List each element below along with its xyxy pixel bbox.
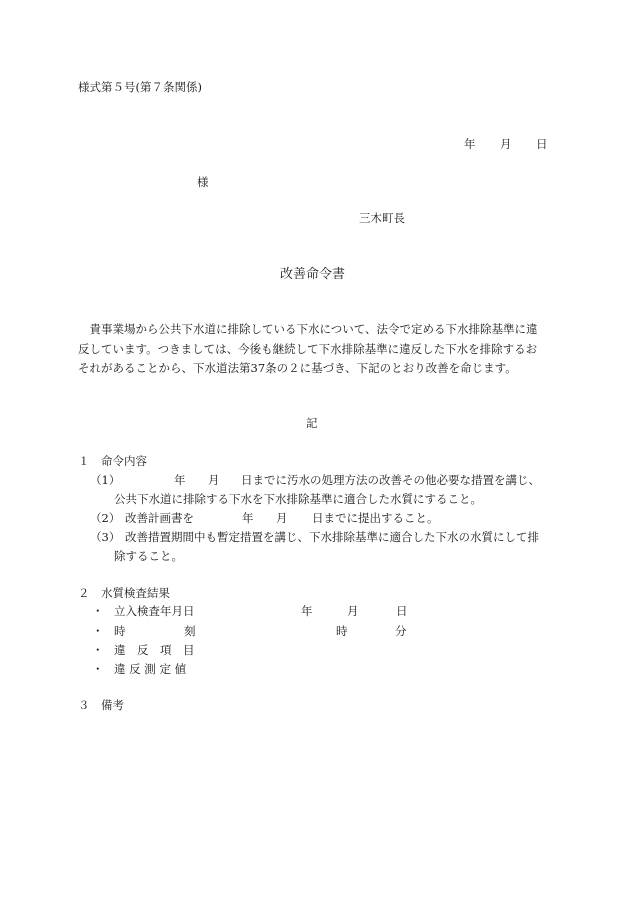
body-line-3: それがあることから、下水道法第37条の２に基づき、下記のとおり改善を命じます。 [78,361,517,375]
violation-value-label: 違 反 測 定 値 [114,662,187,676]
body-line-2: 反しています。つきましては、今後も継続して下水排除基準に違反した下水を排除するお [78,342,538,356]
item2-number: （2） [90,511,121,525]
ki-heading: 記 [306,416,318,430]
form-label: 様式第５号(第７条関係) [78,80,202,94]
item2-label: 改善計画書を [125,511,194,525]
item2-text: 日までに提出すること。 [312,511,439,525]
inspection-day: 日 [396,604,408,618]
item1-year: 年 [174,473,186,487]
time-label-b: 刻 [184,624,196,638]
date-year: 年 [464,137,476,151]
time-hour: 時 [336,624,348,638]
section1-heading: １ 命令内容 [78,454,147,468]
section3-heading: ３ 備考 [78,698,124,712]
item1-number: （1） [90,473,121,487]
time-minute: 分 [395,624,407,638]
section2-heading: ２ 水質検査結果 [78,586,170,600]
inspection-month: 月 [347,604,359,618]
date-day: 日 [536,137,548,151]
item1-continuation: 公共下水道に排除する下水を下水排除基準に適合した水質にすること。 [114,492,482,506]
bullet: ・ [92,624,104,638]
time-label-a: 時 [114,624,126,638]
bullet: ・ [92,662,104,676]
inspection-year: 年 [301,604,313,618]
item1-month: 月 [208,473,220,487]
violation-item-label: 違 反 項 目 [114,643,195,657]
item3-continuation: 除すること。 [114,549,183,563]
date-month: 月 [500,137,512,151]
item2-month: 月 [276,511,288,525]
document-title: 改善命令書 [280,267,346,282]
bullet: ・ [92,604,104,618]
inspection-date-label: 立入検査年月日 [114,604,195,618]
item2-year: 年 [242,511,254,525]
item3-number: （3） [90,530,121,544]
item3-text: 改善措置期間中も暫定措置を講じ、下水排除基準に適合した下水の水質にして排 [125,530,539,544]
body-line-1: 貴事業場から公共下水道に排除している下水について、法令で定める下水排除基準に違 [78,322,538,336]
issuer: 三木町長 [359,211,405,225]
bullet: ・ [92,643,104,657]
addressee-suffix: 様 [197,175,209,189]
item1-text: 日までに汚水の処理方法の改善その他必要な措置を講じ、 [241,473,540,487]
